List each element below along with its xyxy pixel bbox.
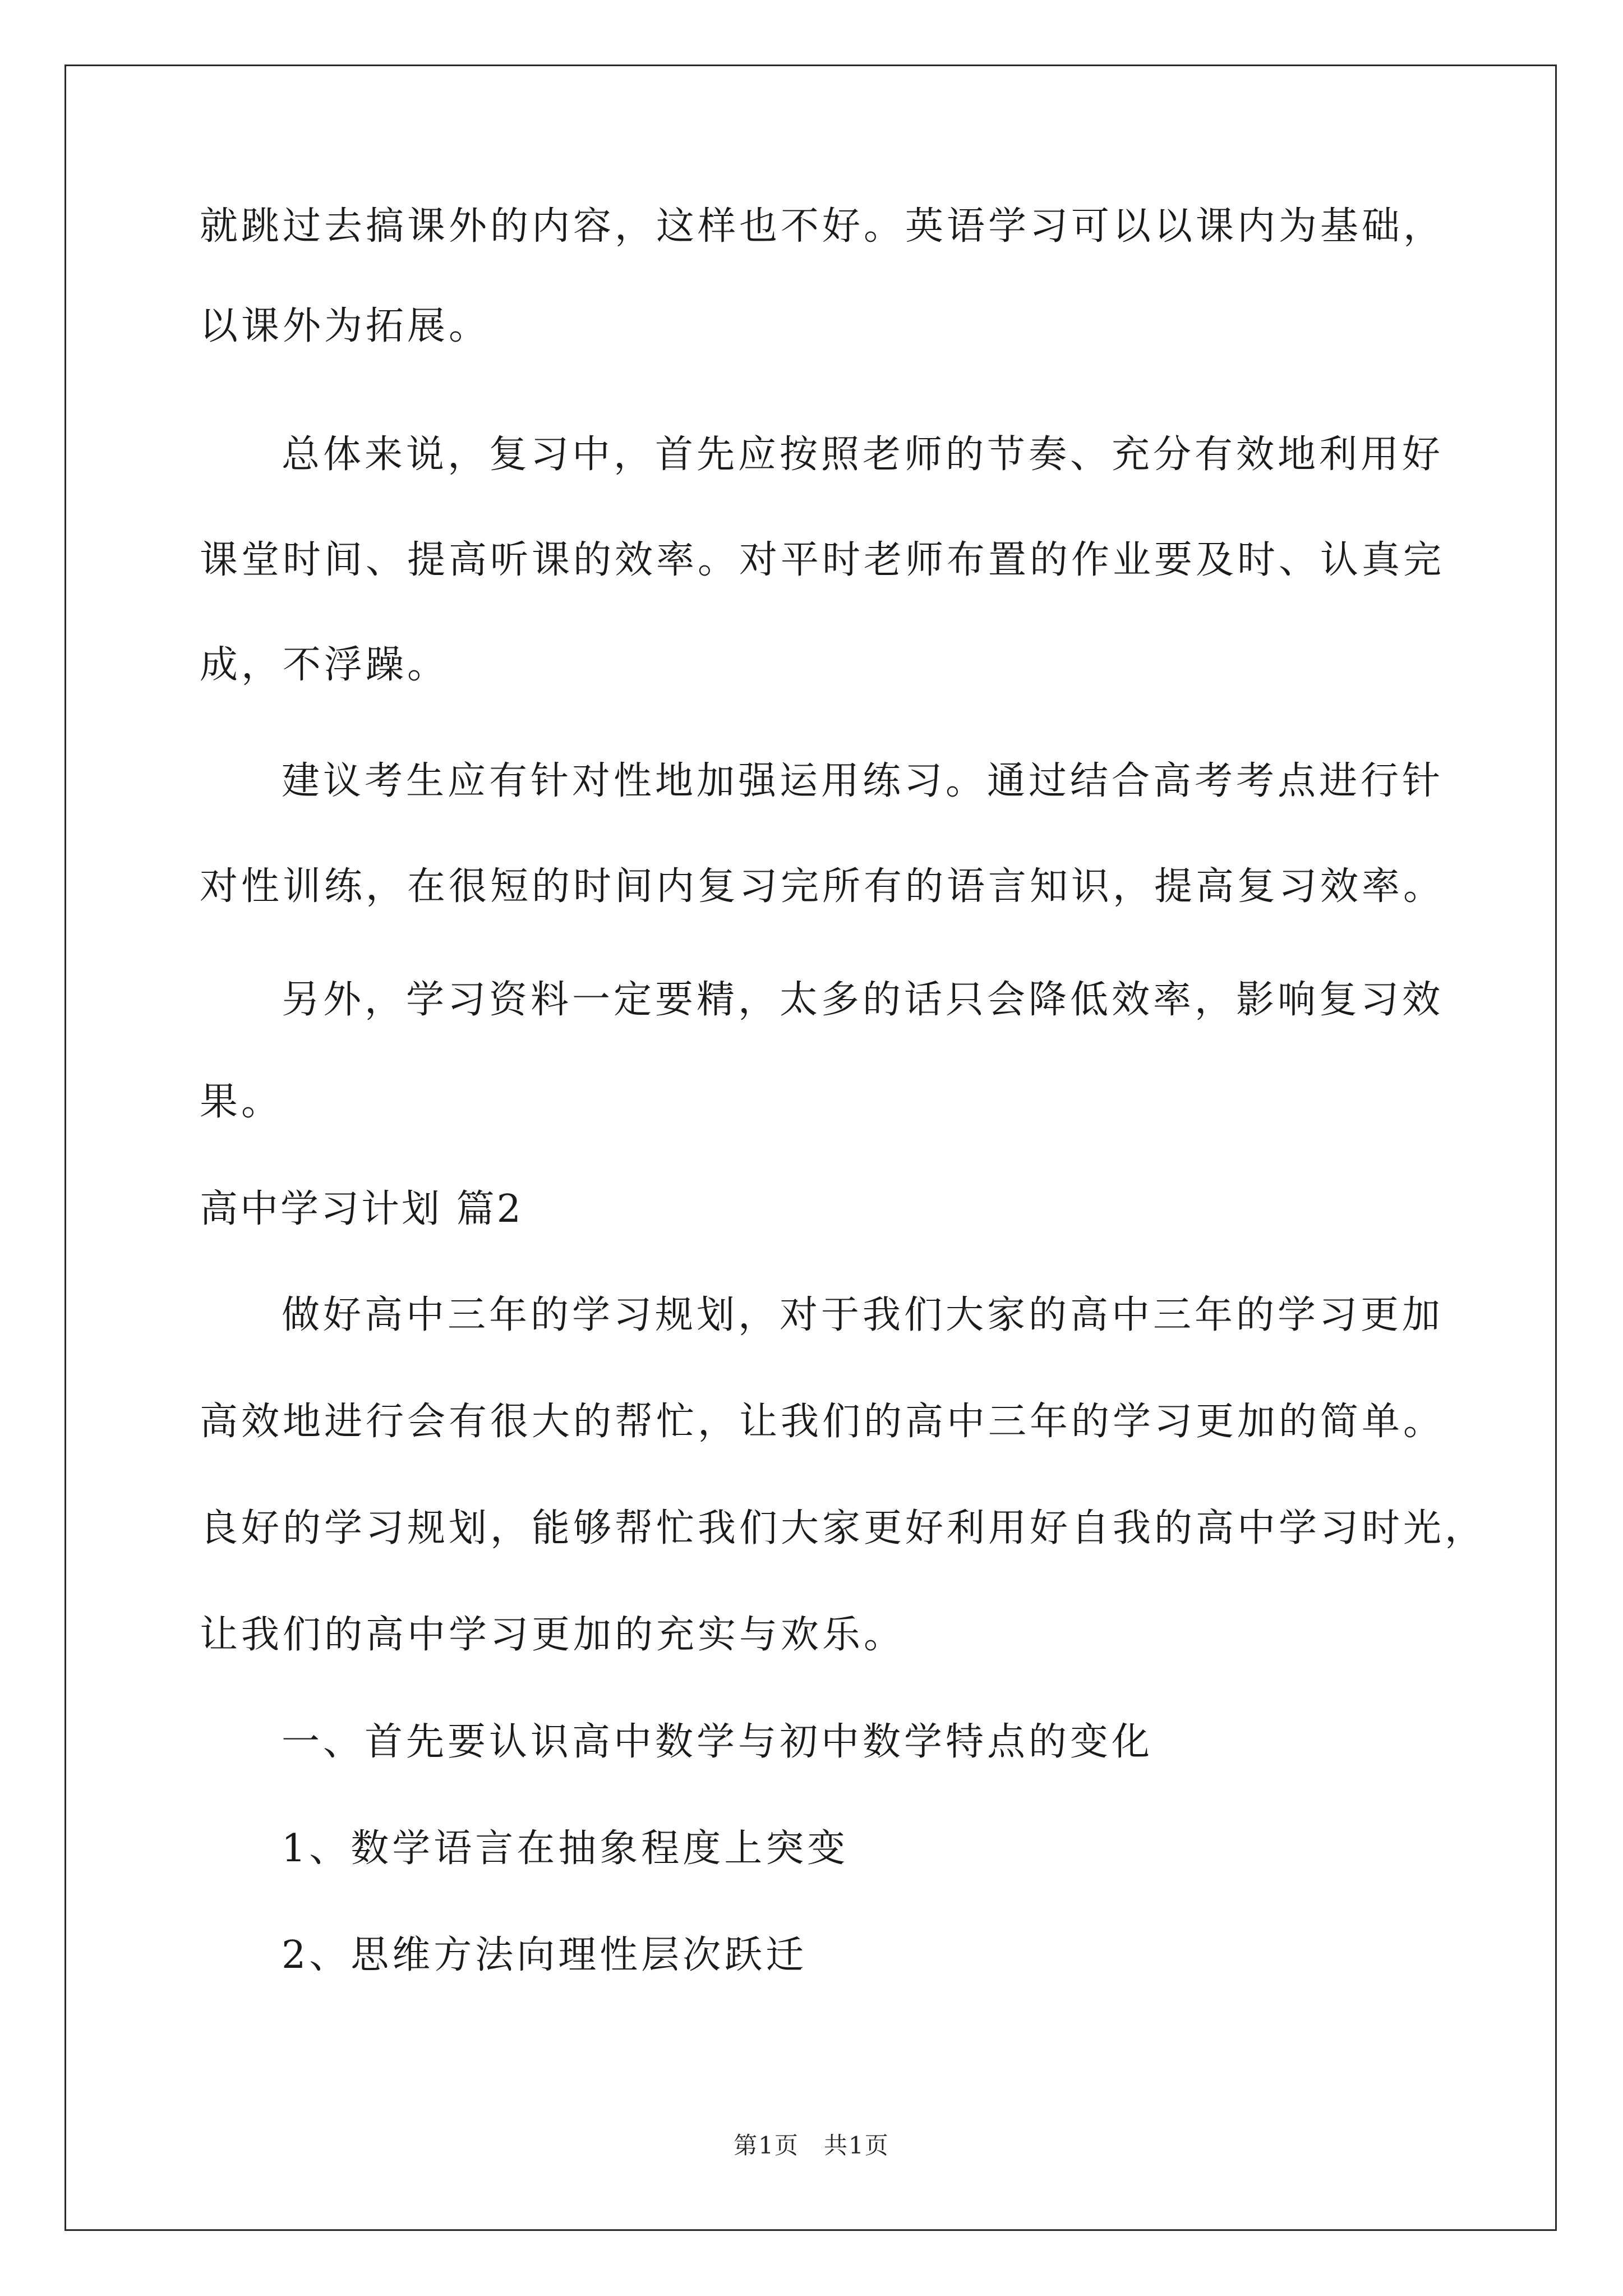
paragraph-line: 总体来说，复习中，首先应按照老师的节奏、充分有效地利用好	[282, 432, 1444, 477]
paragraph-line: 高效地进行会有很大的帮忙，让我们的高中三年的学习更加的简单。	[200, 1400, 1445, 1444]
paragraph-line: 建议考生应有针对性地加强运用练习。通过结合高考考点进行针	[282, 759, 1444, 803]
section-heading: 高中学习计划 篇2	[200, 1187, 523, 1231]
page-border	[64, 65, 1557, 2231]
list-item: 2、思维方法向理性层次跃迁	[282, 1933, 808, 1977]
paragraph-line: 良好的学习规划，能够帮忙我们大家更好利用好自我的高中学习时光，	[200, 1506, 1487, 1550]
list-item: 1、数学语言在抽象程度上突变	[282, 1826, 849, 1871]
paragraph-line: 让我们的高中学习更加的充实与欢乐。	[200, 1613, 906, 1657]
paragraph-line: 就跳过去搞课外的内容，这样也不好。英语学习可以以课内为基础，	[200, 204, 1445, 249]
paragraph-line: 做好高中三年的学习规划，对于我们大家的高中三年的学习更加	[282, 1293, 1444, 1337]
paragraph-line: 果。	[200, 1080, 283, 1124]
paragraph-line: 另外，学习资料一定要精，太多的话只会降低效率，影响复习效	[282, 978, 1444, 1022]
paragraph-line: 成，不浮躁。	[200, 643, 449, 687]
paragraph-line: 对性训练，在很短的时间内复习完所有的语言知识，提高复习效率。	[200, 864, 1445, 909]
paragraph-line: 以课外为拓展。	[200, 304, 491, 348]
paragraph-line: 课堂时间、提高听课的效率。对平时老师布置的作业要及时、认真完	[200, 538, 1445, 582]
subheading: 一、首先要认识高中数学与初中数学特点的变化	[282, 1720, 1154, 1764]
page-number-footer: 第1页 共1页	[734, 2132, 889, 2159]
